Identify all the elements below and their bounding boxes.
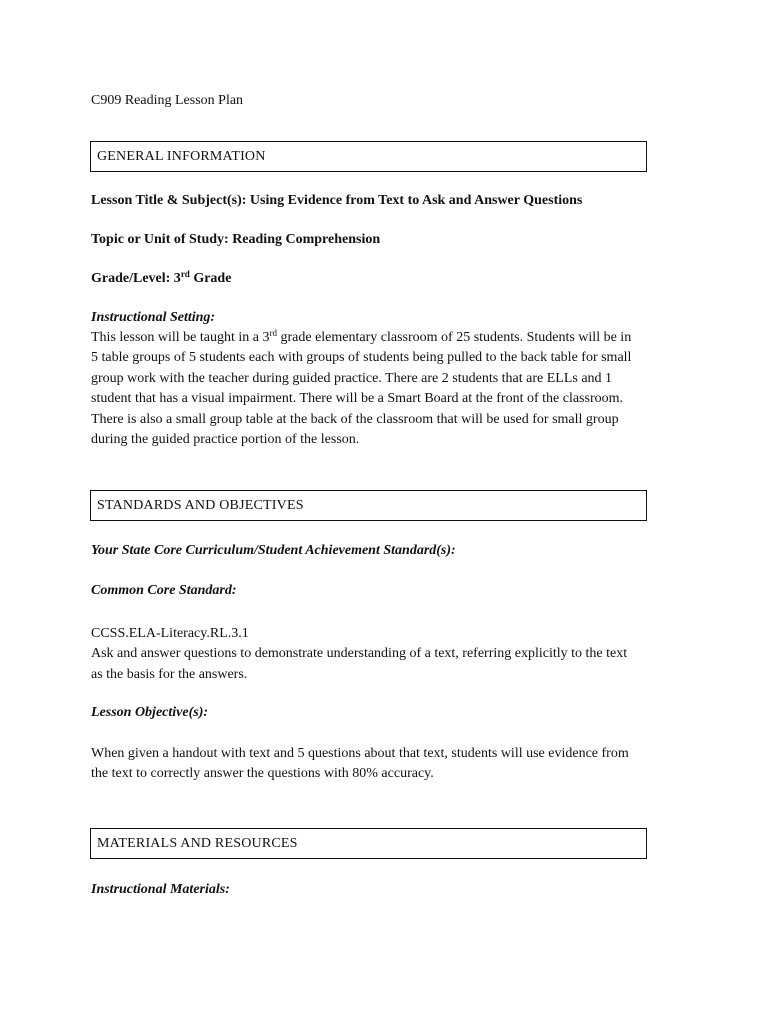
section-header-standards-and-objectives <box>90 490 647 521</box>
grade-superscript: rd <box>180 269 190 279</box>
setting-line: student that has a visual impairment. There will be a Smart Board at the front of the classroom. <box>91 391 623 407</box>
setting-line: group work with the teacher during guided practice. There are 2 students that are ELLs and 1 <box>91 370 613 386</box>
instructional-setting-paragraph <box>91 328 681 450</box>
lesson-objective-paragraph <box>91 744 681 785</box>
section-header-label: MATERIALS AND RESOURCES <box>97 836 298 851</box>
lesson-objective-heading: Lesson Objective(s): <box>91 705 209 720</box>
grade-prefix: Grade/Level: 3 <box>91 271 181 286</box>
common-core-standard-paragraph <box>91 624 681 685</box>
section-header-label: STANDARDS AND OBJECTIVES <box>97 498 304 513</box>
setting-line: This lesson will be taught in a 3rd grade elementary classroom of 25 students. Students will be in <box>91 328 632 345</box>
standard-line: as the basis for the answers. <box>91 666 248 682</box>
grade-suffix: Grade <box>189 271 232 286</box>
grade-level-line <box>91 271 231 287</box>
topic-line: Topic or Unit of Study: Reading Comprehension <box>91 232 381 247</box>
setting-line: 5 table groups of 5 students each with groups of students being pulled to the back table for small <box>91 350 632 366</box>
objective-line: When given a handout with text and 5 questions about that text, students will use evidence from <box>91 746 629 761</box>
state-standard-heading: Your State Core Curriculum/Student Achievement Standard(s): <box>91 543 456 558</box>
standard-line: Ask and answer questions to demonstrate understanding of a text, referring explicitly to the text <box>91 646 628 662</box>
section-header-label: GENERAL INFORMATION <box>97 149 266 164</box>
lesson-title-line: Lesson Title & Subject(s): Using Evidence from Text to Ask and Answer Questions <box>91 193 583 208</box>
instructional-setting-heading: Instructional Setting: <box>91 310 216 325</box>
document-title: C909 Reading Lesson Plan <box>91 93 244 108</box>
setting-line: There is also a small group table at the back of the classroom that will be used for small group <box>91 411 619 427</box>
standard-code: CCSS.ELA-Literacy.RL.3.1 <box>91 626 249 641</box>
section-header-general-information <box>90 141 647 172</box>
section-header-materials-and-resources <box>90 828 647 859</box>
common-core-heading: Common Core Standard: <box>91 583 237 598</box>
instructional-materials-heading: Instructional Materials: <box>91 882 230 897</box>
setting-line: during the guided practice portion of the lesson. <box>91 432 360 448</box>
objective-line: the text to correctly answer the questions with 80% accuracy. <box>91 766 434 782</box>
